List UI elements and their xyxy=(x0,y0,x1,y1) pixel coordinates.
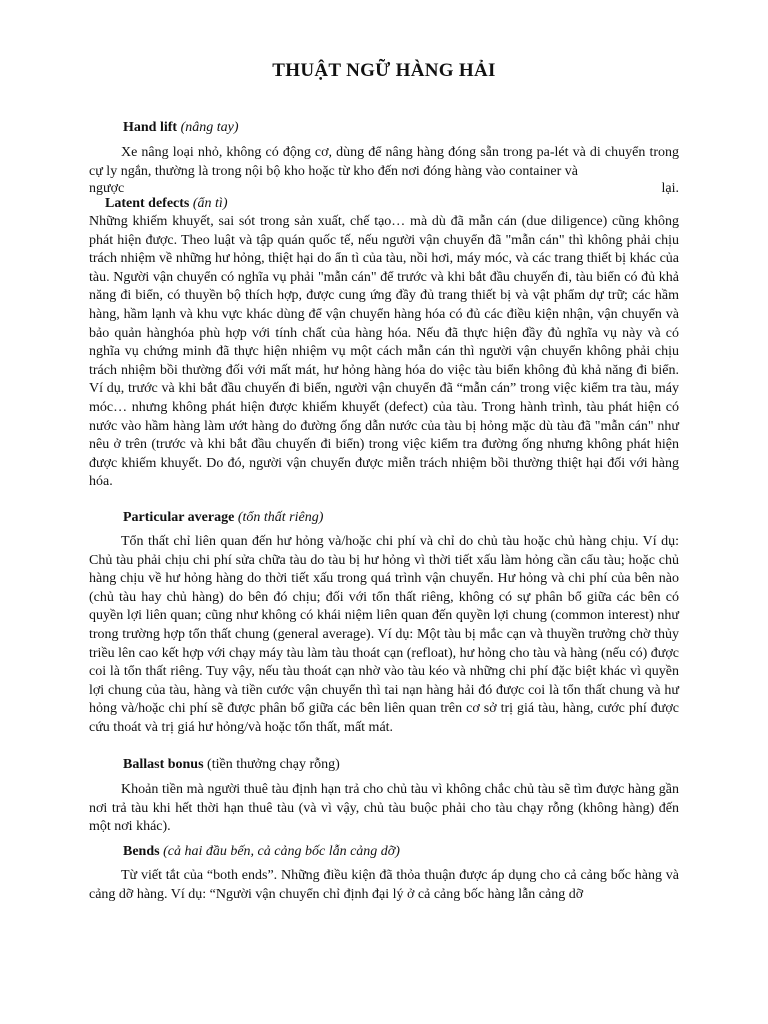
term-body-particular-average: Tổn thất chỉ liên quan đến hư hỏng và/hoặc chi phí và chỉ do chủ tàu hoặc chủ hàng chịu. Ví dụ: Chủ tàu phải chịu chi phí sửa chữa tàu do tàu bị hư hỏng vì thời tiết xấu làm hỏng cần cẩu tàu; hoặc chủ hàng chịu về hư hỏng hàng do thời tiết xấu trong quá trình vận chuyển. Hư hỏng và chi phí của bên nào (chủ tàu hay chủ hàng) do bên đó chịu; đối với tổn thất riêng, không có sự phân bổ giữa các bên có quyền lợi liên quan; cũng như không có khái niệm liên quan đến quyền lợi chung (common interest) như trong trường hợp tổn thất chung (general average). Ví dụ: Một tàu bị mắc cạn và thuyền trưởng chờ thủy triều lên cao kết hợp với chạy máy tàu làm tàu thoát cạn (refloat), hư hỏng cho tàu và hàng (nếu có) được coi là tổn thất riêng. Tuy vậy, nếu tàu thoát cạn nhờ vào tàu kéo và những chi phí đặc biệt khác vì quyền lợi chung của tàu, hàng và tiền cước vận chuyển thì tai nạn hàng hải đó được coi là tổn thất chung và hư hỏng và/hoặc chi phí sẽ được phân bổ giữa các bên liên quan trên cơ sở trị giá tàu, hàng, cước phí được cứu thoát và trị giá hư hỏng/và hoặc tổn thất, mất mát. xyxy=(89,534,679,735)
term-translation: (tiền thưởng chạy rỗng) xyxy=(207,757,340,772)
term-name: Ballast bonus xyxy=(123,757,204,772)
term-heading-hand-lift xyxy=(123,119,239,137)
term-heading-latent-defects xyxy=(105,195,227,213)
term-name: Latent defects xyxy=(105,196,190,211)
tail-right: lại. xyxy=(661,181,679,196)
term-translation: (ẩn tì) xyxy=(192,196,228,211)
term-translation: (tổn thất riêng) xyxy=(237,510,324,525)
term-heading-particular-average xyxy=(123,509,323,527)
term-name: Bends xyxy=(123,844,160,859)
term-heading-bends xyxy=(123,843,400,861)
term-heading-ballast-bonus xyxy=(123,756,340,774)
term-name: Hand lift xyxy=(123,120,178,135)
page-title: THUẬT NGỮ HÀNG HẢI xyxy=(272,60,496,81)
term-translation: (nâng tay) xyxy=(180,120,239,135)
term-translation: (cả hai đầu bến, cả cảng bốc lẫn cảng dỡ) xyxy=(163,844,400,859)
term-body-ballast-bonus: Khoản tiền mà người thuê tàu định hạn trả cho chủ tàu vì không chắc chủ tàu sẽ tìm được hàng gần nơi trả tàu khi hết thời hạn thuê tàu (và vì vậy, chủ tàu buộc phải cho tàu chạy rỗng (không hàng) đến một nơi khác). xyxy=(89,782,679,835)
term-body-hand-lift: Xe nâng loại nhỏ, không có động cơ, dùng để nâng hàng đóng sẵn trong pa-lét và di chuyển trong cự ly ngắn, thường là trong nội bộ kho hoặc từ kho đến nơi đóng hàng vào container và xyxy=(89,145,679,179)
term-body-bends: Từ viết tắt của “both ends”. Những điều kiện đã thỏa thuận được áp dụng cho cả cảng bốc hàng và cảng dỡ hàng. Ví dụ: “Người vận chuyển chỉ định đại lý ở cả cảng bốc hàng lẫn cảng dỡ xyxy=(89,868,679,902)
term-body-latent-defects: Những khiếm khuyết, sai sót trong sản xuất, chế tạo… mà dù đã mẫn cán (due diligence) cũng không phát hiện được. Theo luật và tập quán quốc tế, nếu người vận chuyển đã "mẫn cán" thì không phải chịu trách nhiệm về những hư hỏng, thiệt hại do ẩn tì của tàu, nồi hơi, máy móc, và các trang thiết bị khác của tàu. Người vận chuyển có nghĩa vụ phải "mẫn cán" để trước và khi bắt đầu chuyến đi, tàu biển có đủ khả năng đi biển, có thuyền bộ thích hợp, được cung ứng đầy đủ trang thiết bị và vật phẩm dự trữ; các hầm hàng, hầm lạnh và khu vực khác dùng để vận chuyển hàng hóa có đủ các điều kiện nhận, vận chuyển và bảo quản hànghóa phù hợp với tính chất của hàng hóa. Nếu đã thực hiện đầy đủ nghĩa vụ này và có nghĩa vụ chứng minh đã thực hiện nhiệm vụ một cách mẫn cán thì người vận chuyển không phải chịu trách nhiệm bồi thường đối với mất mát, hư hỏng hàng hóa do việc tàu biển không đủ khả năng đi biển. Ví dụ, trước và khi bắt đầu chuyến đi biển, người vận chuyển đã “mẫn cán” trong việc kiểm tra tàu, máy móc… nhưng không phát hiện được khiếm khuyết (defect) của tàu. Trong hành trình, tàu phát hiện có nước vào hầm hàng làm ướt hàng do đường ống dẫn nước của tàu bị hỏng mặc dù tàu đã "mẫn cán" như nêu ở trên (trước và khi bắt đầu chuyến đi biển) trong việc kiểm tra đường ống nhưng không phát hiện được khiếm khuyết. Do đó, người vận chuyển được miễn trách nhiệm bồi thường thiệt hại đối với hàng hóa. xyxy=(89,214,679,490)
term-name: Particular average xyxy=(123,510,235,525)
tail-left: ngược xyxy=(89,181,125,196)
